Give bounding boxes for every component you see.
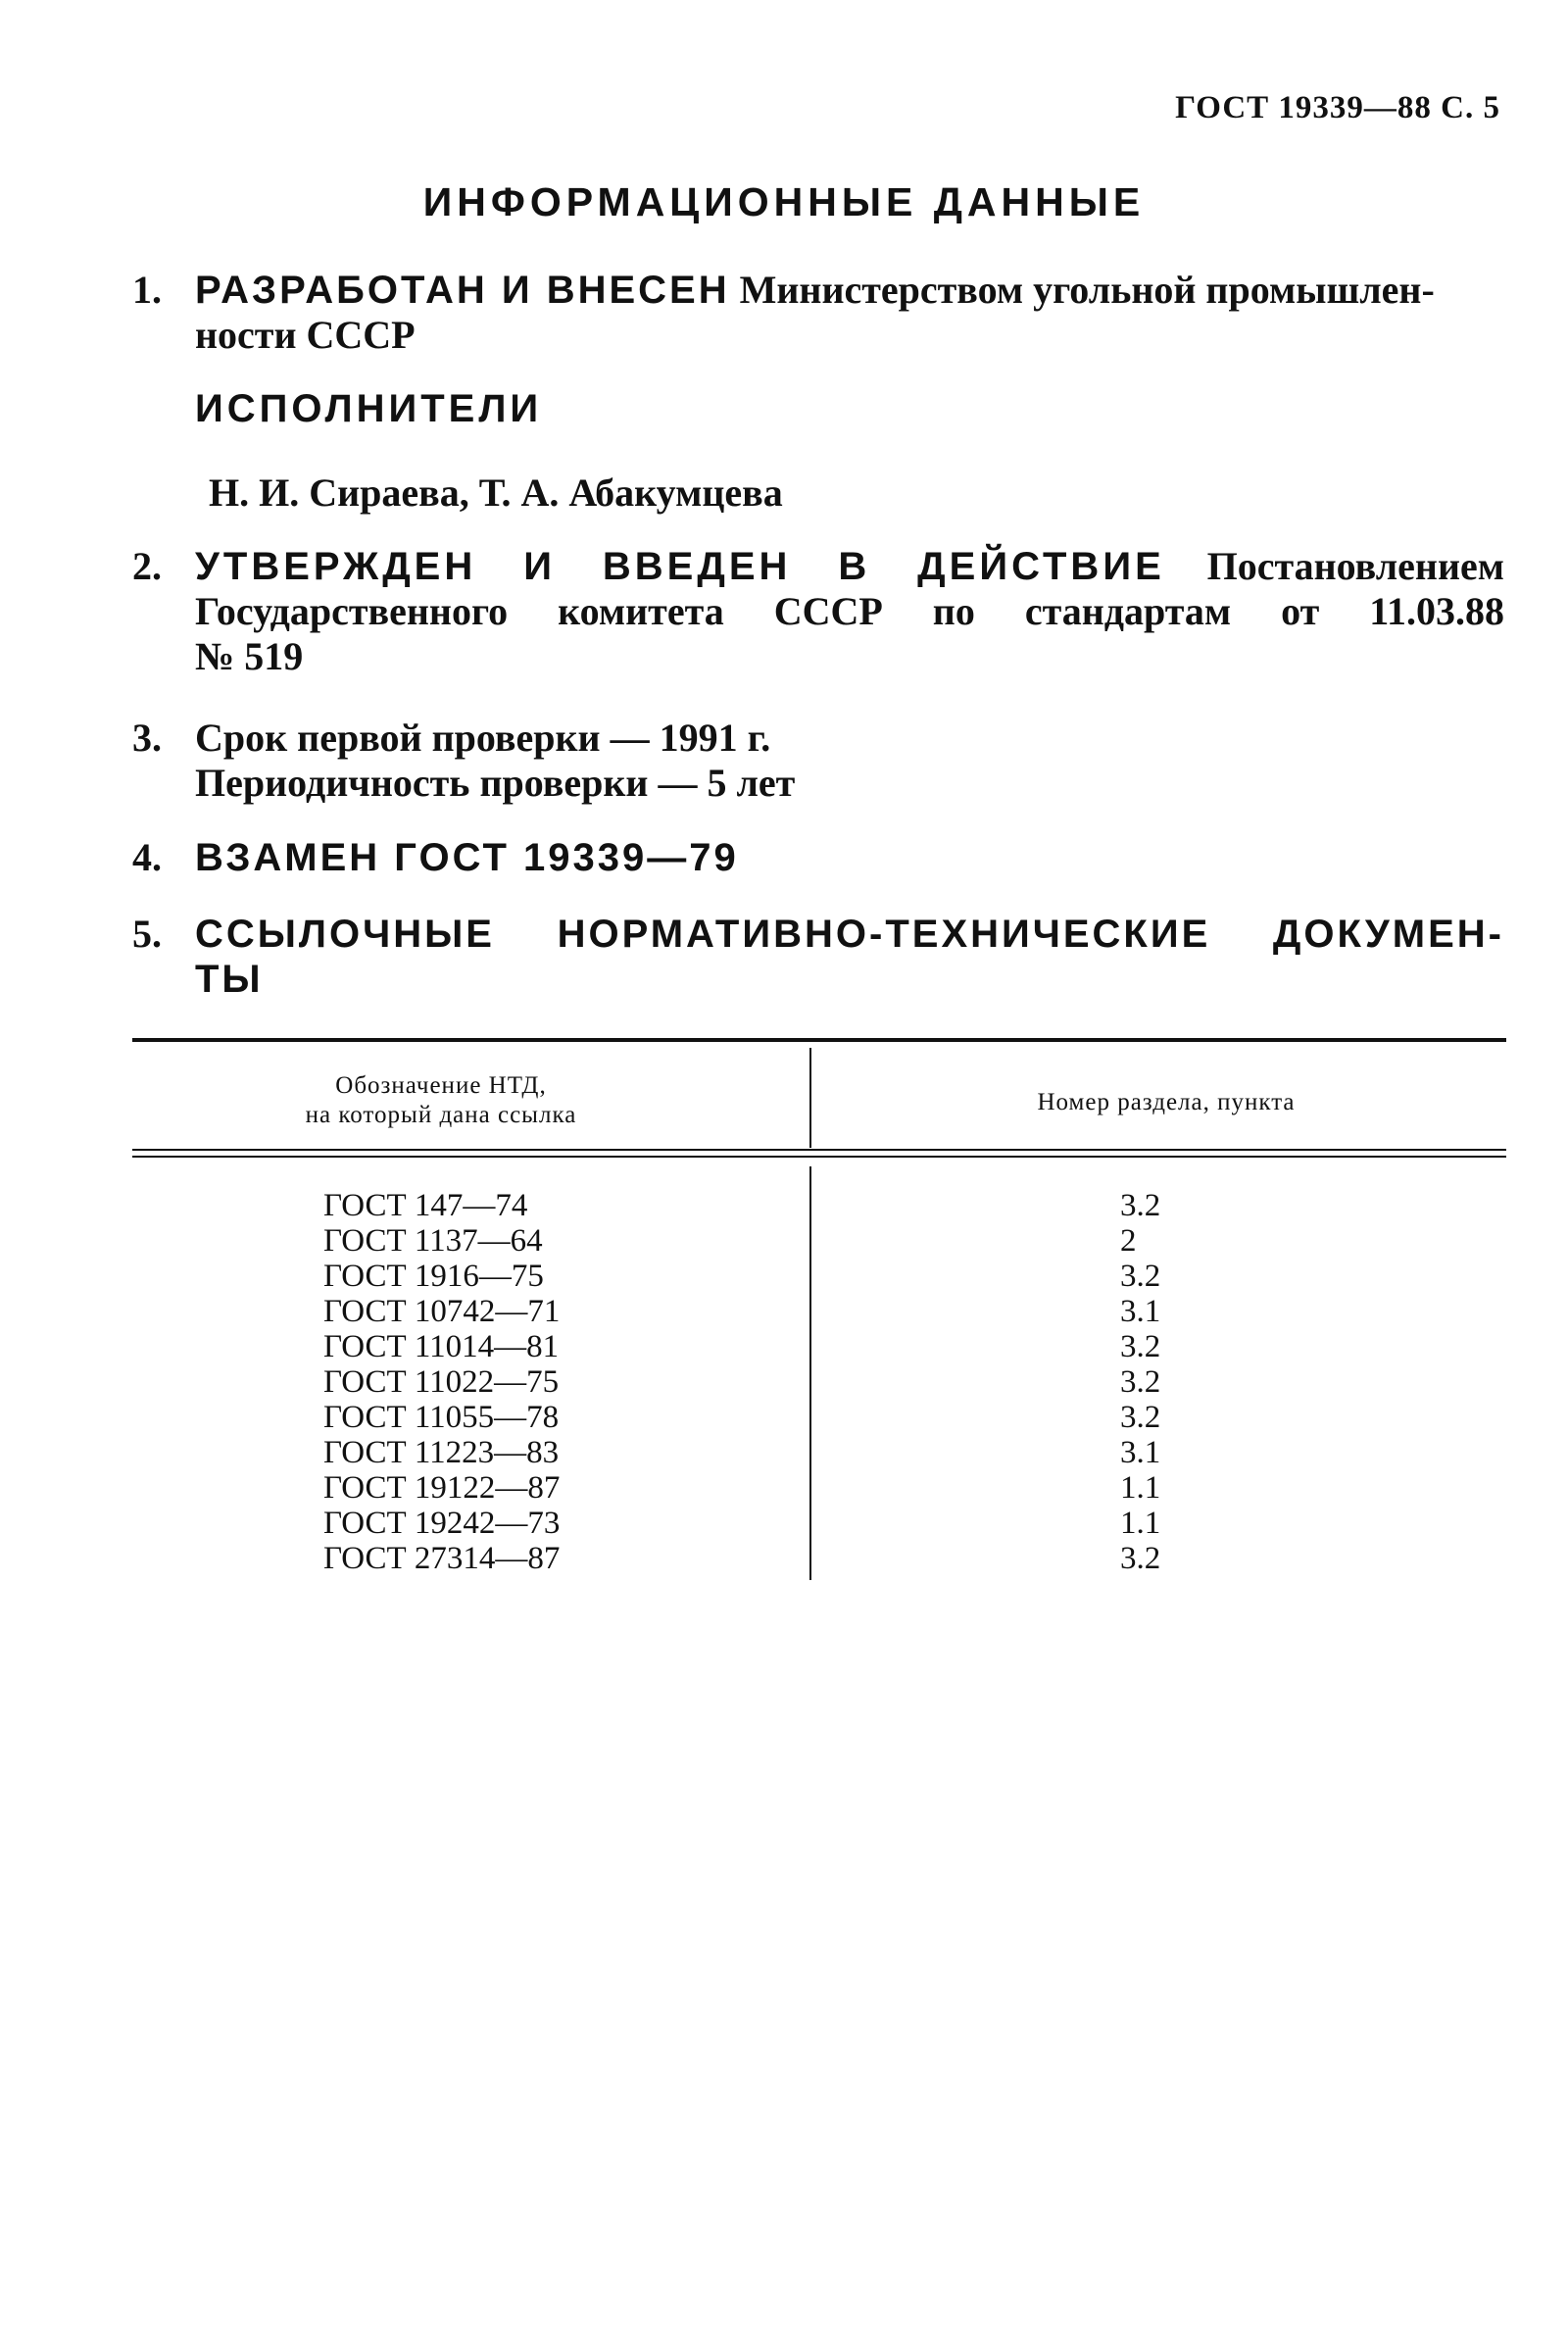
col1-header-line1: Обозначение НТД,	[335, 1072, 547, 1099]
item-3-line1: Срок первой проверки — 1991 г.	[195, 716, 771, 760]
header-column-divider	[809, 1048, 811, 1148]
table-row	[0, 1470, 1568, 1506]
item-2-label: УТВЕРЖДЕН И ВВЕДЕН В ДЕЙСТВИЕ	[195, 545, 1165, 588]
item-1-text-line2: ности СССР	[195, 313, 416, 357]
table-row	[0, 1364, 1568, 1400]
table-row	[0, 1294, 1568, 1329]
table-top-rule	[132, 1038, 1506, 1042]
section-number: 3.2	[1120, 1329, 1161, 1364]
ntd-reference: ГОСТ 147—74	[323, 1188, 528, 1223]
ntd-reference: ГОСТ 11014—81	[323, 1329, 560, 1364]
table-row	[0, 1223, 1568, 1259]
item-5	[132, 912, 1504, 1002]
table-row	[0, 1400, 1568, 1435]
table-row	[0, 1506, 1568, 1541]
section-number: 3.2	[1120, 1400, 1161, 1435]
item-2-line1-rest: Постановлением	[1206, 544, 1505, 588]
section-number: 3.2	[1120, 1541, 1161, 1576]
item-2-line3: № 519	[195, 634, 304, 678]
ntd-reference: ГОСТ 19122—87	[323, 1470, 561, 1506]
document-title: ИНФОРМАЦИОННЫЕ ДАННЫЕ	[422, 179, 1146, 224]
item-2	[132, 544, 1504, 679]
header-rule-2	[132, 1156, 1506, 1158]
table-row	[0, 1329, 1568, 1364]
item-5-line1: ССЫЛОЧНЫЕ НОРМАТИВНО-ТЕХНИЧЕСКИЕ ДОКУМЕН-	[195, 913, 1504, 956]
item-3-line2: Периодичность проверки — 5 лет	[195, 761, 796, 805]
item-2-line2: Государственного комитета СССР по стандартам от 11.03.88	[195, 589, 1504, 633]
table-row	[0, 1188, 1568, 1223]
ntd-reference: ГОСТ 11055—78	[323, 1400, 560, 1435]
table-row	[0, 1541, 1568, 1576]
section-number: 1.1	[1120, 1506, 1161, 1541]
executors-heading: ИСПОЛНИТЕЛИ	[195, 387, 543, 430]
item-2-number: 2.	[132, 544, 162, 588]
section-number: 2	[1120, 1223, 1137, 1259]
item-4	[132, 835, 1504, 880]
col1-header	[235, 1071, 647, 1130]
col2-header: Номер раздела, пункта	[1037, 1089, 1296, 1115]
item-1-text-line1: Министерством угольной промышлен-	[739, 268, 1435, 312]
section-number: 3.2	[1120, 1188, 1161, 1223]
section-number: 3.1	[1120, 1294, 1161, 1329]
item-3-number: 3.	[132, 716, 162, 760]
section-number: 1.1	[1120, 1470, 1161, 1506]
ntd-reference: ГОСТ 19242—73	[323, 1506, 561, 1541]
item-4-number: 4.	[132, 835, 162, 879]
section-number: 3.2	[1120, 1364, 1161, 1400]
item-1	[132, 268, 1504, 358]
item-1-label: РАЗРАБОТАН И ВНЕСЕН	[195, 269, 730, 312]
ntd-reference: ГОСТ 11022—75	[323, 1364, 560, 1400]
section-number: 3.2	[1120, 1259, 1161, 1294]
ntd-reference: ГОСТ 11223—83	[323, 1435, 560, 1470]
ntd-reference: ГОСТ 27314—87	[323, 1541, 561, 1576]
ntd-reference: ГОСТ 10742—71	[323, 1294, 561, 1329]
table-row	[0, 1435, 1568, 1470]
header-rule-1	[132, 1149, 1506, 1151]
item-1-number: 1.	[132, 268, 162, 312]
item-5-number: 5.	[132, 912, 162, 956]
ntd-reference: ГОСТ 1916—75	[323, 1259, 544, 1294]
col1-header-line2: на который дана ссылка	[305, 1102, 577, 1128]
ntd-reference: ГОСТ 1137—64	[323, 1223, 543, 1259]
item-4-text: ВЗАМЕН ГОСТ 19339—79	[195, 836, 739, 879]
item-5-line2: ТЫ	[195, 958, 264, 1001]
table-row	[0, 1259, 1568, 1294]
executors-names: Н. И. Сираева, Т. А. Абакумцева	[209, 470, 783, 515]
page-number-header: ГОСТ 19339—88 С. 5	[1175, 90, 1500, 125]
item-3	[132, 716, 1504, 806]
section-number: 3.1	[1120, 1435, 1161, 1470]
